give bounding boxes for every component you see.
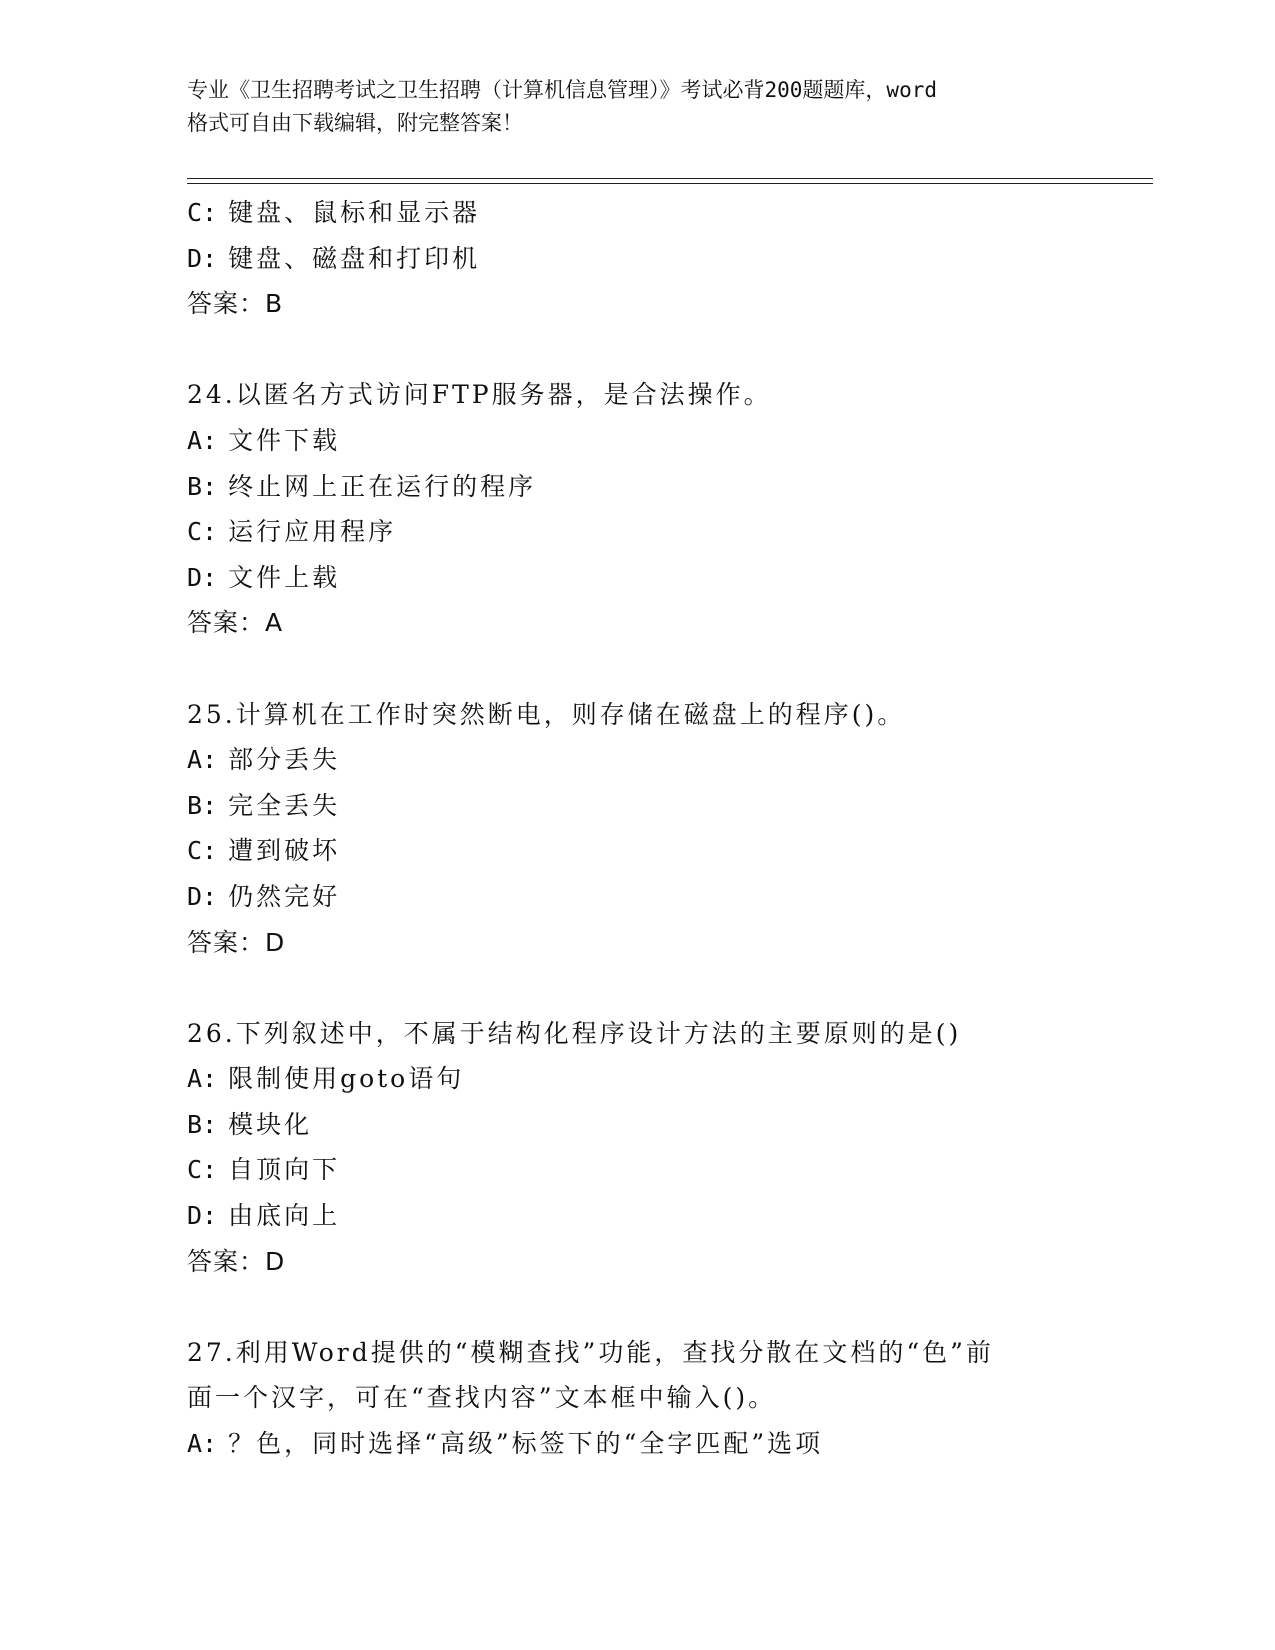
spacer	[187, 965, 1153, 1011]
option-key: C:	[187, 836, 218, 866]
option-text: 文件下载	[228, 425, 341, 455]
option-text: 键盘、鼠标和显示器	[228, 198, 481, 227]
option-text: 运行应用程序	[228, 517, 397, 547]
option-text: 键盘、磁盘和打印机	[228, 243, 481, 273]
option-key: B:	[187, 1109, 218, 1139]
option-a	[187, 1056, 1153, 1102]
option-c	[187, 1147, 1153, 1193]
option-key: D:	[187, 243, 218, 273]
question-26	[187, 1011, 1153, 1285]
option-text: 自顶向下	[228, 1155, 341, 1185]
answer-line: 答案：B	[187, 289, 284, 319]
option-key: C:	[187, 517, 218, 547]
question-stem-line-1: 27.利用Word提供的“模糊查找”功能，查找分散在文档的“色”前	[187, 1337, 994, 1367]
option-text: ？色，同时选择“高级”标签下的“全字匹配”选项	[228, 1429, 824, 1459]
option-b	[187, 1102, 1153, 1148]
option-text: 文件上载	[228, 562, 341, 592]
option-key: A:	[187, 425, 218, 455]
option-key: D:	[187, 562, 218, 592]
option-text: 模块化	[228, 1109, 313, 1139]
question-stem-line-2: 面一个汉字，可在“查找内容”文本框中输入()。	[187, 1383, 777, 1413]
option-b	[187, 783, 1153, 829]
option-d	[187, 555, 1153, 601]
question-stem: 26.下列叙述中，不属于结构化程序设计方法的主要原则的是()	[187, 1018, 962, 1048]
option-text: 部分丢失	[228, 745, 341, 775]
answer-line: 答案：A	[187, 608, 284, 638]
question-stem: 25.计算机在工作时突然断电，则存储在磁盘上的程序()。	[187, 699, 906, 729]
option-key: D:	[187, 881, 218, 911]
option-key: D:	[187, 1201, 218, 1231]
question-23-continuation	[187, 190, 1153, 327]
spacer	[187, 646, 1153, 692]
question-27	[187, 1330, 1153, 1467]
option-key: C:	[187, 198, 218, 227]
option-text: 终止网上正在运行的程序	[228, 471, 537, 501]
question-25	[187, 692, 1153, 966]
option-c	[187, 190, 1153, 236]
question-stem: 24.以匿名方式访问FTP服务器，是合法操作。	[187, 380, 772, 410]
option-key: B:	[187, 471, 218, 501]
spacer	[187, 1284, 1153, 1330]
option-key: A:	[187, 1429, 218, 1459]
option-text: 由底向上	[228, 1201, 341, 1231]
option-a	[187, 737, 1153, 783]
option-b	[187, 464, 1153, 510]
option-d	[187, 236, 1153, 282]
header-divider-bottom	[187, 183, 1153, 184]
option-c	[187, 509, 1153, 555]
question-list	[187, 190, 1153, 1467]
question-24	[187, 372, 1153, 646]
option-text: 仍然完好	[228, 881, 341, 911]
option-d	[187, 1193, 1153, 1239]
spacer	[187, 327, 1153, 373]
option-key: C:	[187, 1155, 218, 1185]
option-key: A:	[187, 745, 218, 775]
header-line-2: 格式可自由下载编辑，附完整答案！	[187, 111, 523, 135]
option-text: 遭到破坏	[228, 836, 341, 866]
document-header	[187, 74, 1087, 140]
option-c	[187, 828, 1153, 874]
answer-line: 答案：D	[187, 1246, 286, 1276]
option-key: B:	[187, 790, 218, 820]
option-text: 限制使用goto语句	[228, 1064, 465, 1094]
option-a	[187, 418, 1153, 464]
answer-line: 答案：D	[187, 927, 286, 957]
header-divider-top	[187, 178, 1153, 179]
option-key: A:	[187, 1064, 218, 1094]
option-a	[187, 1421, 1153, 1467]
header-line-1: 专业《卫生招聘考试之卫生招聘（计算机信息管理）》考试必背200题题库，word	[187, 78, 937, 102]
option-d	[187, 874, 1153, 920]
option-text: 完全丢失	[228, 790, 341, 820]
